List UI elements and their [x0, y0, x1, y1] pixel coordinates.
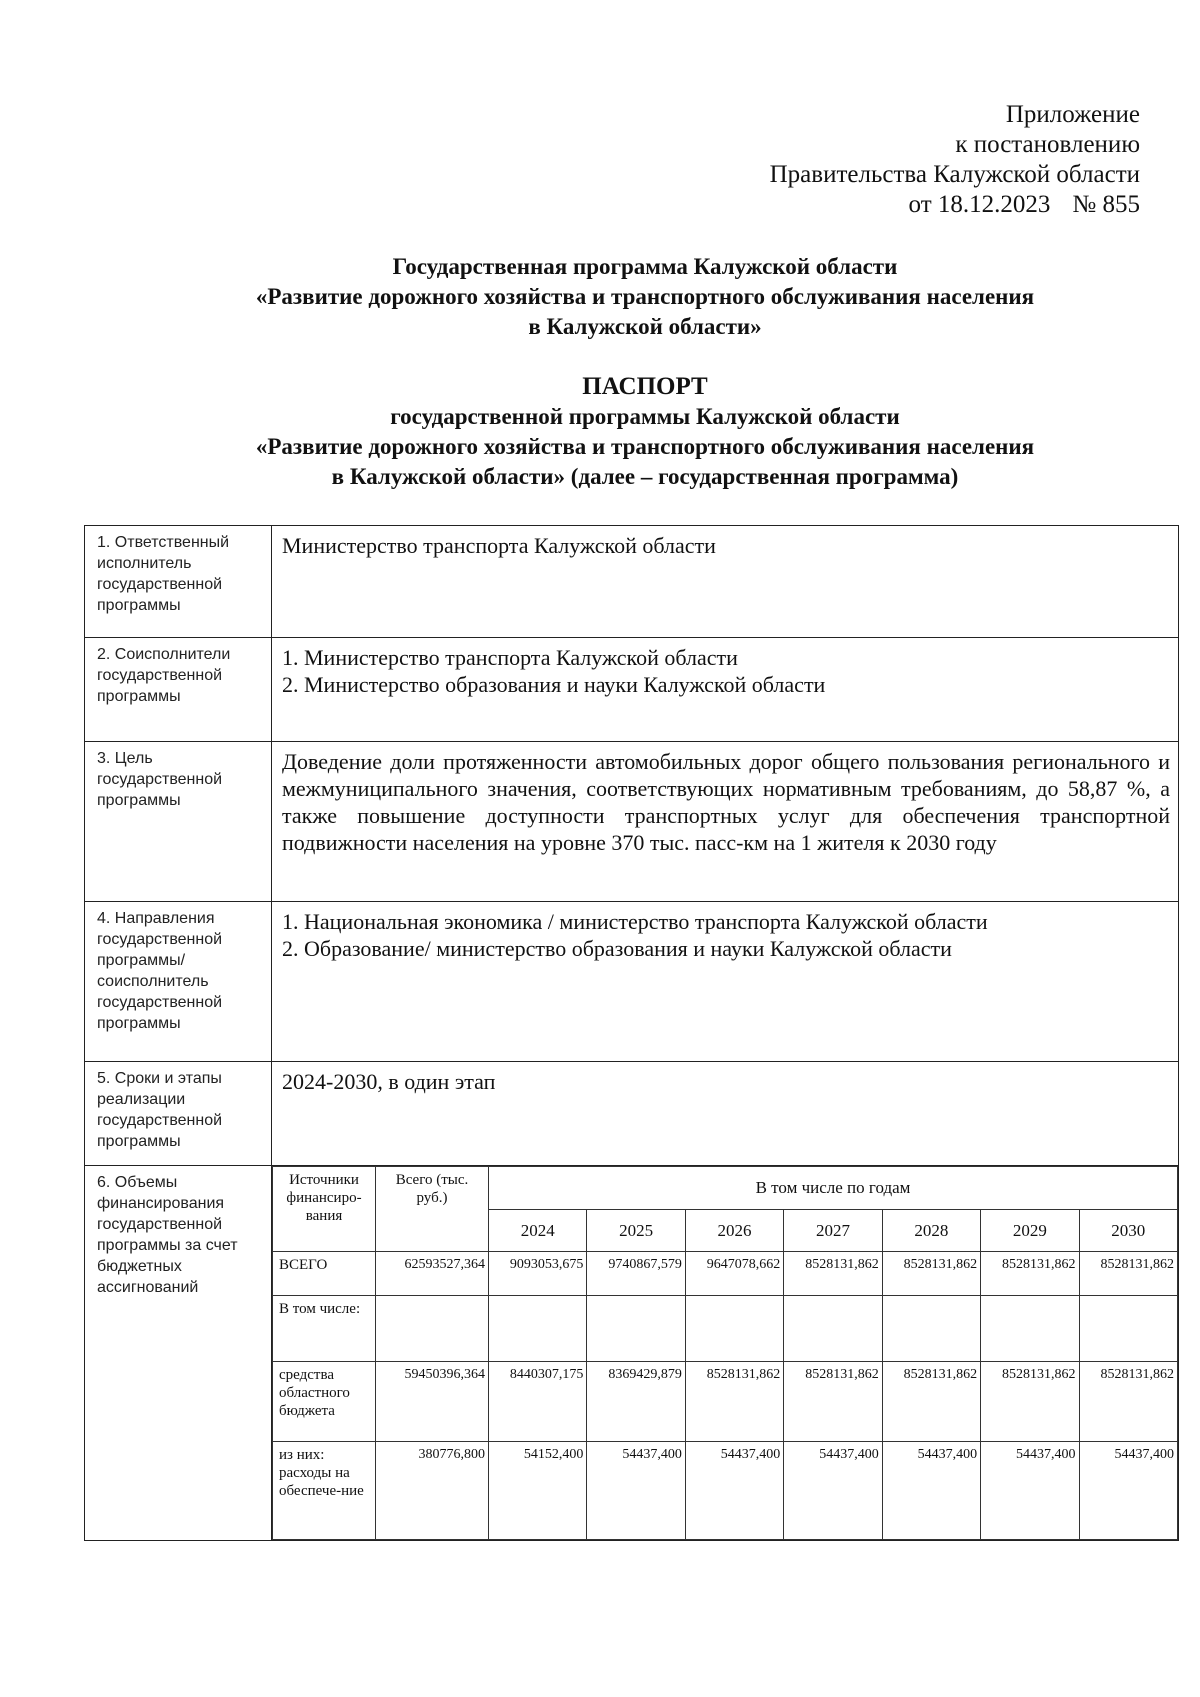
program-title: [95, 252, 1195, 342]
title-line: Государственная программа Калужской области: [392, 254, 898, 279]
financing-value: 54437,400: [587, 1442, 685, 1540]
year-header: 2028: [882, 1210, 980, 1252]
passport-row-coexecutors: [85, 638, 1179, 742]
passport-row-directions: [85, 902, 1179, 1062]
appendix-date-line: [640, 190, 1140, 220]
years-group-header: В том числе по годам: [489, 1167, 1178, 1210]
appendix-line: к постановлению: [955, 131, 1140, 158]
row-value: 2024-2030, в один этап: [272, 1062, 1179, 1166]
resolution-number: № 855: [1072, 191, 1140, 218]
financing-value: 54437,400: [981, 1442, 1079, 1540]
financing-value: [587, 1296, 685, 1362]
total-column-header: Всего (тыс. руб.): [376, 1167, 489, 1252]
row-label: 6. Объемы финансирования государственной программы за счет бюджетных ассигнований: [85, 1166, 272, 1541]
financing-value: [489, 1296, 587, 1362]
financing-cell: [272, 1166, 1179, 1541]
appendix-header: [640, 100, 1140, 220]
financing-value: 54437,400: [685, 1442, 783, 1540]
financing-value: 9647078,662: [685, 1252, 783, 1296]
financing-row-of-which: [273, 1442, 1178, 1540]
financing-value: [981, 1296, 1079, 1362]
financing-table: [272, 1166, 1178, 1540]
financing-value: 8528131,862: [685, 1362, 783, 1442]
row-value: Доведение доли протяженности автомобильных дорог общего пользования регионального и межмуниципального значения, соответствующих нормативным требованиям, до 58,87 %, а также повышение доступности транспортных услуг для обеспечения транспортной подвижности населения на уровне 370 тыс. пасс-км на 1 жителя к 2030 году: [272, 742, 1179, 902]
direction-item: 2. Образование/ министерство образования и науки Калужской области: [282, 936, 952, 961]
financing-total: 380776,800: [376, 1442, 489, 1540]
financing-value: 54437,400: [784, 1442, 882, 1540]
financing-total: 62593527,364: [376, 1252, 489, 1296]
financing-header-row: [273, 1167, 1178, 1210]
passport-row-terms: [85, 1062, 1179, 1166]
financing-value: [882, 1296, 980, 1362]
financing-total: 59450396,364: [376, 1362, 489, 1442]
financing-row-total: [273, 1252, 1178, 1296]
passport-row-responsible: [85, 526, 1179, 638]
year-header: 2029: [981, 1210, 1079, 1252]
year-header: 2027: [784, 1210, 882, 1252]
financing-total: [376, 1296, 489, 1362]
financing-value: 8528131,862: [1079, 1252, 1177, 1296]
financing-value: 54152,400: [489, 1442, 587, 1540]
year-header: 2026: [685, 1210, 783, 1252]
financing-value: [685, 1296, 783, 1362]
financing-source: средства областного бюджета: [273, 1362, 376, 1442]
financing-value: 54437,400: [882, 1442, 980, 1540]
row-value: [272, 902, 1179, 1062]
passport-title-line: государственной программы Калужской области: [390, 404, 900, 429]
year-header: 2030: [1079, 1210, 1177, 1252]
row-label: 4. Направления государственной программы/ соисполнитель государственной программы: [85, 902, 272, 1062]
appendix-line: Правительства Калужской области: [769, 161, 1140, 188]
financing-row-including: [273, 1296, 1178, 1362]
title-line: «Развитие дорожного хозяйства и транспортного обслуживания населения: [255, 284, 1035, 309]
financing-source: из них: расходы на обеспече-ние: [273, 1442, 376, 1540]
title-line: в Калужской области»: [528, 314, 762, 339]
source-column-header: Источники финансиро-вания: [273, 1167, 376, 1252]
financing-value: [784, 1296, 882, 1362]
financing-value: 8528131,862: [882, 1252, 980, 1296]
financing-value: 8528131,862: [981, 1252, 1079, 1296]
financing-value: 8528131,862: [981, 1362, 1079, 1442]
year-header: 2025: [587, 1210, 685, 1252]
row-label: 5. Сроки и этапы реализации государственной программы: [85, 1062, 272, 1166]
row-value: Министерство транспорта Калужской области: [272, 526, 1179, 638]
passport-heading: ПАСПОРТ: [582, 373, 708, 400]
row-label: 2. Соисполнители государственной программы: [85, 638, 272, 742]
coexecutor-item: 2. Министерство образования и науки Калужской области: [282, 672, 826, 697]
direction-item: 1. Национальная экономика / министерство транспорта Калужской области: [282, 909, 988, 934]
row-label: 3. Цель государственной программы: [85, 742, 272, 902]
passport-title-line: «Развитие дорожного хозяйства и транспортного обслуживания населения: [255, 434, 1035, 459]
financing-value: 54437,400: [1079, 1442, 1177, 1540]
financing-value: 8528131,862: [1079, 1362, 1177, 1442]
row-value: [272, 638, 1179, 742]
resolution-date: от 18.12.2023: [908, 191, 1051, 218]
financing-source: В том числе:: [273, 1296, 376, 1362]
financing-value: 8440307,175: [489, 1362, 587, 1442]
financing-value: 9093053,675: [489, 1252, 587, 1296]
passport-title-line: в Калужской области» (далее – государственная программа): [331, 464, 959, 489]
financing-value: 9740867,579: [587, 1252, 685, 1296]
year-header: 2024: [489, 1210, 587, 1252]
coexecutor-item: 1. Министерство транспорта Калужской области: [282, 645, 738, 670]
financing-value: 8528131,862: [784, 1252, 882, 1296]
passport-row-financing: [85, 1166, 1179, 1541]
passport-row-goal: [85, 742, 1179, 902]
financing-row-regional-budget: [273, 1362, 1178, 1442]
financing-value: 8528131,862: [882, 1362, 980, 1442]
appendix-line: Приложение: [1005, 101, 1140, 128]
row-label: 1. Ответственный исполнитель государственной программы: [85, 526, 272, 638]
passport-table: [84, 525, 1179, 1541]
passport-title: [95, 372, 1195, 492]
financing-value: 8528131,862: [784, 1362, 882, 1442]
financing-value: [1079, 1296, 1177, 1362]
financing-source: ВСЕГО: [273, 1252, 376, 1296]
financing-value: 8369429,879: [587, 1362, 685, 1442]
